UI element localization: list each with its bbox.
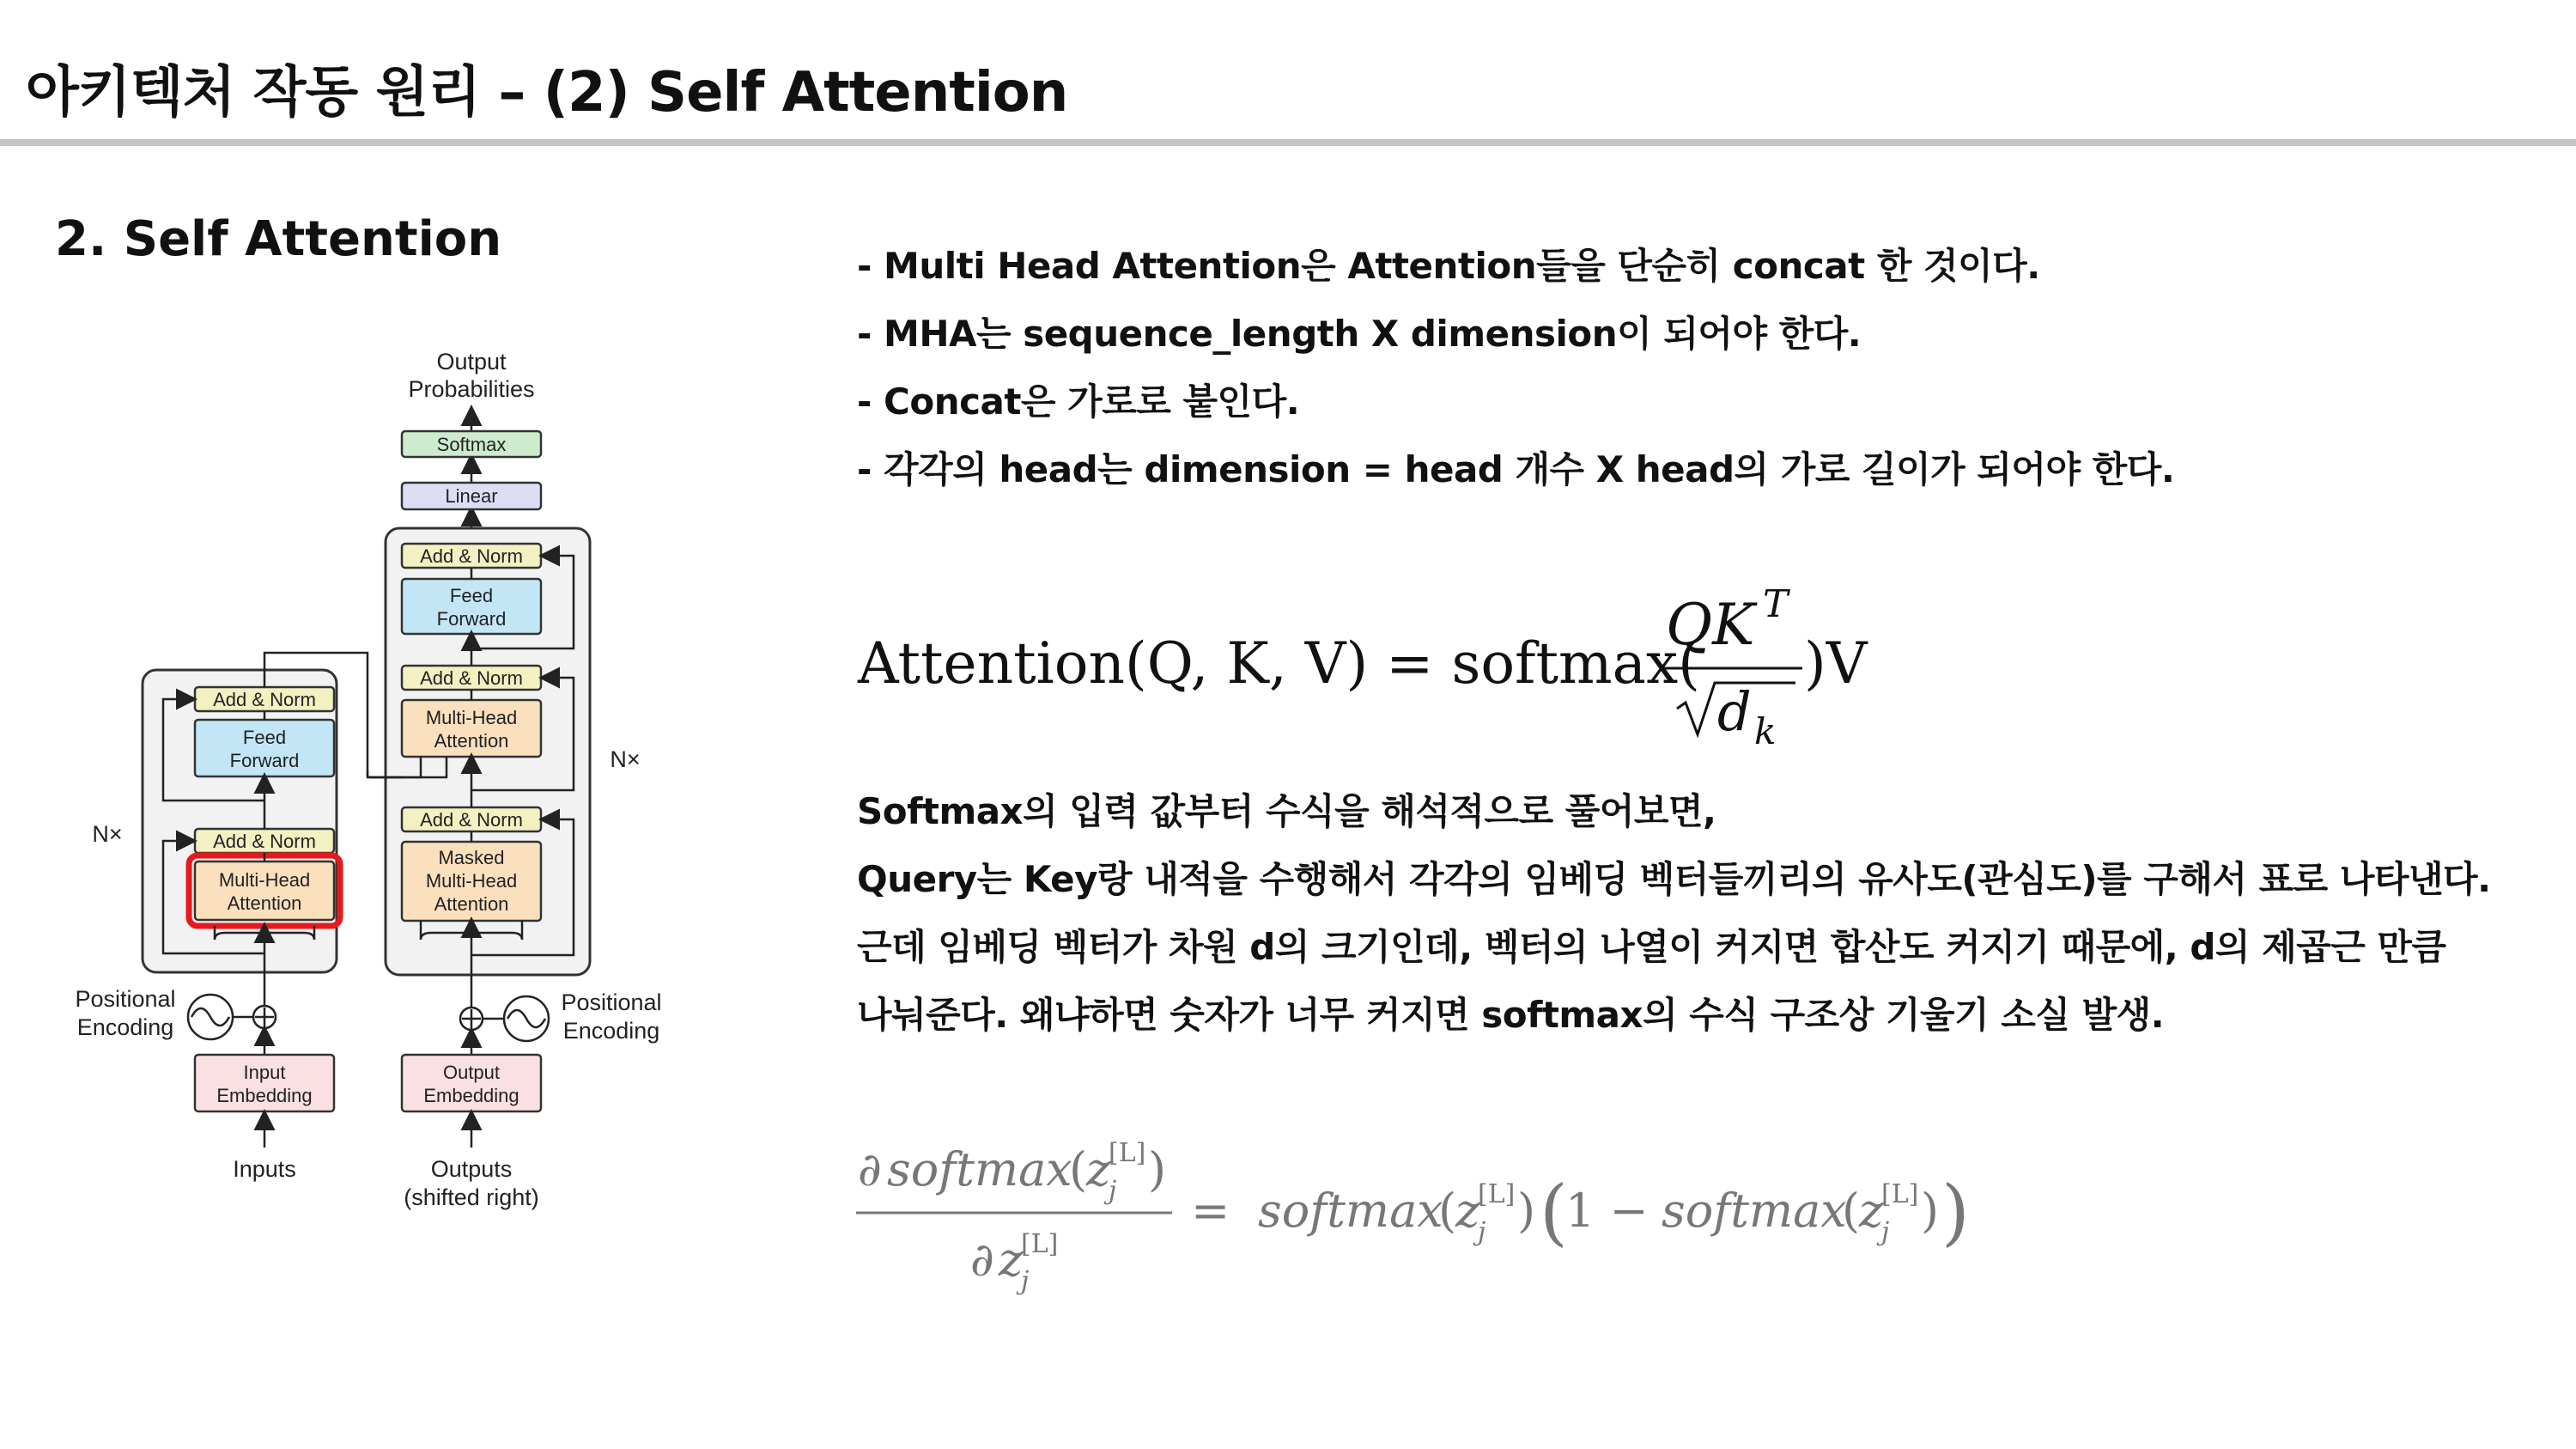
denominator-sub-j: j [1021, 1266, 1030, 1296]
rhs-sup-l-1: [L] [1478, 1179, 1516, 1209]
transformer-diagram [52, 326, 704, 1237]
decoder-mha-label: Multi-Head [425, 707, 518, 728]
svg-text:(: ( [1842, 1184, 1861, 1238]
rhs-softmax-2: softmax [1662, 1184, 1847, 1238]
formula-denominator: d [1717, 680, 1752, 743]
output-embedding-label-2: Embedding [423, 1085, 519, 1106]
bullet-item: - Concat은 가로로 붙인다. [857, 381, 1300, 423]
inputs-label: Inputs [233, 1156, 296, 1182]
outputs-label: Outputs [430, 1156, 513, 1182]
masked-label: Masked [438, 847, 505, 868]
decoder-forward-label: Forward [436, 608, 507, 630]
decoder-add-norm-3: Add & Norm [420, 545, 523, 567]
derivative-partial: ∂ [858, 1142, 882, 1196]
rhs-z-2: z [1859, 1184, 1884, 1238]
svg-text:): ) [1148, 1142, 1167, 1196]
softmax-derivative-formula [854, 1117, 2057, 1314]
derivative-sub-j: j [1109, 1176, 1117, 1206]
encoder-nx-label: N× [92, 821, 123, 847]
decoder-attention-label: Attention [434, 730, 509, 752]
rhs-sub-j-2: j [1881, 1217, 1890, 1247]
encoder-encoding-label: Encoding [76, 1014, 174, 1040]
svg-text:): ) [1517, 1184, 1536, 1238]
output-embedding-label: Output [442, 1062, 501, 1083]
formula-denominator-sub: k [1754, 710, 1777, 752]
encoder-positional-label: Positional [75, 986, 176, 1012]
page-title: 아키텍처 작동 원리 – (2) Self Attention [26, 61, 1068, 125]
decoder-encoding-label: Encoding [562, 1018, 660, 1044]
title-divider [0, 139, 2576, 146]
explanation-line: 근데 임베딩 벡터가 차원 d의 크기인데, 벡터의 나열이 커지면 합산도 커지기 때문에, d의 제곱근 만큼 [857, 926, 2446, 968]
svg-text:(: ( [1438, 1184, 1457, 1238]
decoder-feed-label: Feed [449, 585, 494, 606]
input-embedding-label-2: Embedding [216, 1085, 313, 1106]
outputs-shifted-label: (shifted right) [404, 1184, 539, 1210]
denominator-partial: ∂ [970, 1233, 994, 1287]
output-probabilities-label: Output [436, 349, 507, 374]
encoder-mha-label: Multi-Head [218, 869, 311, 891]
denominator-z: z [999, 1233, 1024, 1287]
encoder-add-norm-2: Add & Norm [213, 689, 316, 710]
rhs-z-1: z [1455, 1184, 1480, 1238]
rhs-sup-l-2: [L] [1881, 1179, 1919, 1209]
decoder-add-norm-2: Add & Norm [420, 667, 523, 689]
formula-lhs: Attention(Q, K, V) = softmax( [858, 630, 1700, 697]
bullet-item: - MHA는 sequence_length X dimension이 되어야 한다. [857, 313, 1862, 355]
section-heading: 2. Self Attention [55, 211, 502, 267]
formula-rhs: )V [1804, 630, 1868, 697]
encoder-forward-label: Forward [229, 750, 300, 771]
explanation [857, 777, 2491, 1049]
encoder-feed-label: Feed [242, 727, 287, 748]
svg-text:(: ( [1540, 1170, 1568, 1254]
bullet-list [857, 232, 2174, 503]
svg-text:): ) [1941, 1170, 1970, 1254]
input-embedding-label: Input [243, 1062, 286, 1083]
rhs-one-minus: 1 − [1565, 1184, 1649, 1238]
derivative-softmax: softmax [887, 1142, 1072, 1196]
output-probabilities-label-2: Probabilities [408, 376, 535, 402]
explanation-line: 나눠준다. 왜냐하면 숫자가 너무 커지면 softmax의 수식 구조상 기울기 소실 발생. [857, 994, 2165, 1036]
rhs-sub-j-1: j [1478, 1217, 1486, 1247]
encoder-attention-label: Attention [227, 892, 302, 914]
denominator-sup-l: [L] [1021, 1229, 1059, 1259]
decoder-nx-label: N× [610, 746, 641, 772]
formula-numerator-sup: T [1763, 582, 1789, 626]
linear-label: Linear [445, 485, 498, 507]
svg-text:(: ( [1069, 1142, 1088, 1196]
derivative-z: z [1086, 1142, 1111, 1196]
explanation-line: Softmax의 입력 값부터 수식을 해석적으로 풀어보면, [857, 790, 1716, 832]
decoder-add-norm-1: Add & Norm [420, 809, 523, 831]
encoder-add-norm-1: Add & Norm [213, 831, 316, 852]
softmax-label: Softmax [436, 434, 507, 455]
bullet-item: - 각각의 head는 dimension = head 개수 X head의 가로 길이가 되어야 한다. [857, 448, 2175, 490]
masked-attention-label: Attention [434, 893, 509, 915]
attention-formula [854, 567, 1902, 773]
decoder-positional-label: Positional [561, 989, 662, 1015]
bullet-item: - Multi Head Attention은 Attention들을 단순히 concat 한 것이다. [857, 245, 2040, 287]
derivative-sup-l: [L] [1109, 1138, 1146, 1168]
masked-mha-label: Multi-Head [425, 870, 518, 892]
formula-numerator: QK [1666, 592, 1755, 658]
rhs-softmax-1: softmax [1258, 1184, 1443, 1238]
explanation-line: Query는 Key랑 내적을 수행해서 각각의 임베딩 벡터들끼리의 유사도(관심도)를 구해서 표로 나타낸다. [857, 858, 2491, 900]
derivative-equals: = [1191, 1184, 1230, 1238]
svg-text:): ) [1921, 1184, 1940, 1238]
